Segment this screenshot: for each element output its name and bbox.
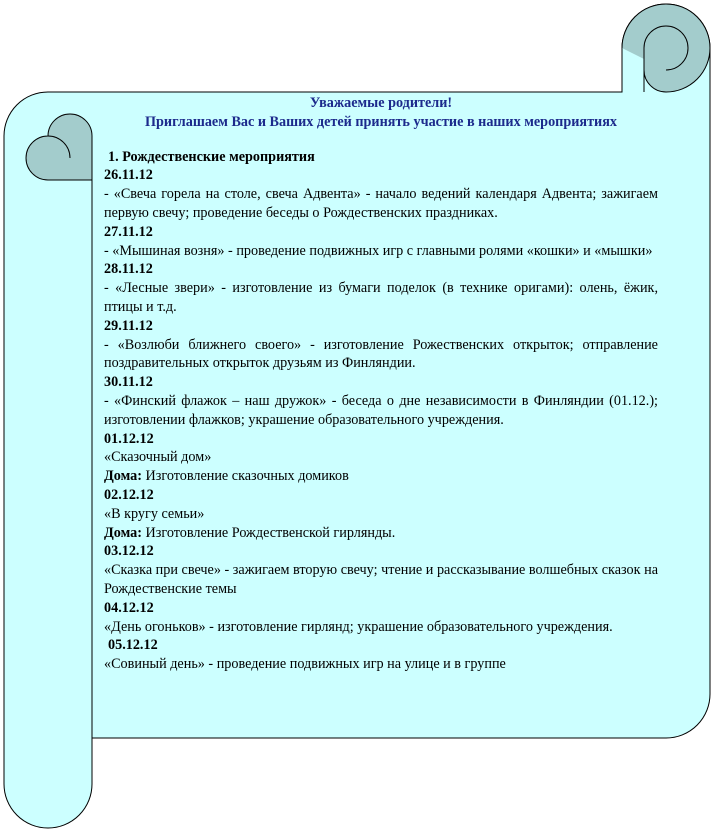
home-label: Дома: bbox=[104, 468, 142, 485]
event-date: 05.12.12 bbox=[108, 637, 158, 654]
event-date: 03.12.12 bbox=[104, 543, 154, 560]
event-item bbox=[104, 486, 658, 542]
event-date: 01.12.12 bbox=[104, 430, 154, 447]
section-title bbox=[104, 148, 658, 167]
event-description: - «Свеча горела на столе, свеча Адвента» - начало ведений календаря Адвента; зажигаем первую свечу; проведение беседы о Рождественских праздниках. bbox=[104, 186, 658, 221]
event-date: 28.11.12 bbox=[104, 261, 153, 278]
event-description: «Сказочный дом» bbox=[104, 449, 212, 466]
event-description: - «Лесные звери» - изготовление из бумаги поделок (в технике оригами): олень, ёжик, птицы и т.д. bbox=[104, 280, 658, 315]
event-date: 02.12.12 bbox=[104, 486, 154, 503]
event-date: 04.12.12 bbox=[104, 599, 154, 616]
event-date: 30.11.12 bbox=[104, 374, 153, 391]
event-item bbox=[104, 260, 658, 316]
event-description: «Сказка при свече» - зажигаем вторую свечу; чтение и рассказывание волшебных сказок на Рождественские темы bbox=[104, 562, 658, 597]
event-description: «День огоньков» - изготовление гирлянд; украшение образовательного учреждения. bbox=[104, 618, 613, 635]
event-date: 29.11.12 bbox=[104, 317, 153, 334]
event-description: - «Мышиная возня» - проведение подвижных игр с главными ролями «кошки» и «мышки» bbox=[104, 242, 653, 259]
greeting-heading: Уважаемые родители! bbox=[309, 95, 453, 111]
home-text: Изготовление Рождественской гирлянды. bbox=[145, 524, 396, 541]
section-name: Рождественские мероприятия bbox=[122, 148, 315, 165]
event-item bbox=[104, 599, 658, 637]
event-description: - «Финский флажок – наш дружок» - беседа о дне независимости в Финляндии (01.12.); изготовлении флажков; украшение образовательного учреждения. bbox=[104, 392, 658, 428]
event-item bbox=[104, 223, 658, 261]
home-activity bbox=[104, 467, 658, 486]
home-label: Дома: bbox=[104, 524, 142, 541]
event-item bbox=[104, 373, 658, 429]
home-activity bbox=[104, 524, 658, 543]
invitation-heading: Приглашаем Вас и Ваших детей принять участие в наших мероприятиях bbox=[144, 113, 617, 130]
event-description: - «Возлюби ближнего своего» - изготовление Рожественских открыток; отправление поздравительных открыток друзьям из Финляндии. bbox=[104, 336, 658, 372]
section-number: 1. bbox=[108, 148, 119, 165]
event-item bbox=[104, 166, 658, 222]
event-item bbox=[104, 636, 658, 674]
event-date: 26.11.12 bbox=[104, 167, 153, 184]
event-description: «Совиный день» - проведение подвижных игр на улице и в группе bbox=[104, 656, 506, 673]
event-date: 27.11.12 bbox=[104, 223, 153, 240]
home-text: Изготовление сказочных домиков bbox=[145, 468, 349, 485]
events-list bbox=[104, 166, 658, 674]
event-item bbox=[104, 542, 658, 598]
event-item bbox=[104, 317, 658, 373]
event-description: «В кругу семьи» bbox=[104, 505, 205, 522]
scroll-content bbox=[104, 94, 658, 674]
event-item bbox=[104, 430, 658, 486]
